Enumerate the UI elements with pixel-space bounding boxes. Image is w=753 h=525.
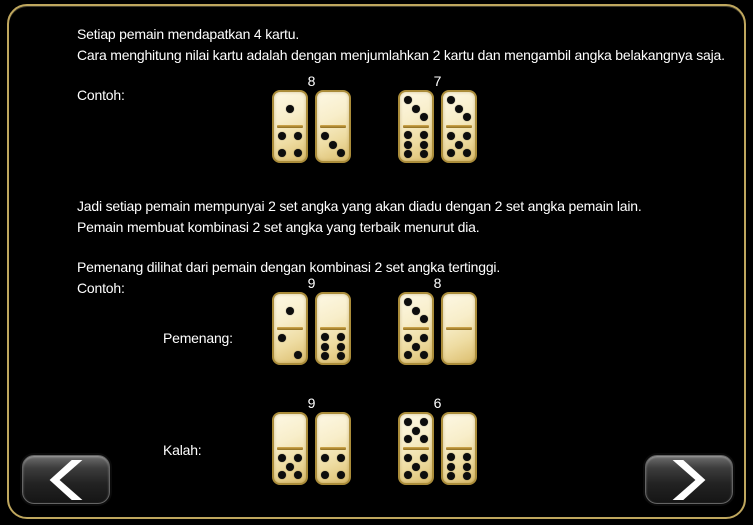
domino-top-half xyxy=(443,414,475,447)
domino-pip xyxy=(286,463,294,471)
domino-pip xyxy=(404,96,412,104)
domino-pip xyxy=(294,454,302,462)
domino-top-half xyxy=(317,92,349,125)
domino-top-half xyxy=(317,414,349,447)
domino-pip xyxy=(420,454,428,462)
domino-pip xyxy=(321,454,329,462)
example-label: Contoh: xyxy=(77,87,125,103)
domino-pip xyxy=(412,463,420,471)
domino-bottom-half xyxy=(400,330,432,363)
domino-pip xyxy=(337,333,345,341)
domino-pair-cards xyxy=(272,90,351,163)
domino-pip xyxy=(412,307,420,315)
domino-pip xyxy=(463,149,471,157)
domino-top-half xyxy=(317,294,349,327)
domino-bottom-half xyxy=(274,128,306,161)
domino-card xyxy=(315,90,351,163)
domino-pair-winner-2 xyxy=(398,276,477,365)
domino-pip xyxy=(463,453,471,461)
domino-bottom-half xyxy=(400,128,432,161)
middle-line-3: Pemenang dilihat dari pemain dengan kombinasi 2 set angka tertinggi. xyxy=(77,259,501,275)
domino-pip xyxy=(278,132,286,140)
domino-pip xyxy=(447,472,455,480)
domino-pip xyxy=(321,132,329,140)
domino-pip xyxy=(278,334,286,342)
pair-value-label: 9 xyxy=(307,395,316,411)
domino-pip xyxy=(286,307,294,315)
domino-pip xyxy=(420,150,428,158)
domino-card xyxy=(398,412,434,485)
domino-pair-cards xyxy=(398,90,477,163)
domino-pip xyxy=(294,132,302,140)
domino-pair-cards xyxy=(272,412,351,485)
domino-pip xyxy=(447,463,455,471)
domino-top-half xyxy=(400,92,432,125)
domino-card xyxy=(441,292,477,365)
domino-pip xyxy=(404,454,412,462)
domino-pip xyxy=(420,435,428,443)
domino-pip xyxy=(329,141,337,149)
domino-pair-loser-2 xyxy=(398,396,477,485)
domino-top-half xyxy=(400,294,432,327)
domino-pip xyxy=(420,113,428,121)
domino-pip xyxy=(447,453,455,461)
domino-pip xyxy=(412,105,420,113)
domino-pip xyxy=(294,351,302,359)
domino-pip xyxy=(420,141,428,149)
domino-pip xyxy=(278,471,286,479)
domino-pip xyxy=(404,471,412,479)
domino-pip xyxy=(337,454,345,462)
pair-value-label: 6 xyxy=(433,395,442,411)
domino-pip xyxy=(404,351,412,359)
pair-value-label: 8 xyxy=(433,275,442,291)
domino-pip xyxy=(463,472,471,480)
domino-pair-winner-1 xyxy=(272,276,351,365)
intro-line-1: Setiap pemain mendapatkan 4 kartu. xyxy=(77,26,300,42)
domino-pip xyxy=(404,131,412,139)
loser-label: Kalah: xyxy=(163,442,202,458)
middle-line-2: Pemain membuat kombinasi 2 set angka yang terbaik menurut dia. xyxy=(77,219,480,235)
intro-line-2: Cara menghitung nilai kartu adalah dengan menjumlahkan 2 kartu dan mengambil angka belakangnya saja. xyxy=(77,47,725,63)
domino-card xyxy=(272,412,308,485)
domino-pip xyxy=(337,343,345,351)
domino-pip xyxy=(294,471,302,479)
middle-line-1: Jadi setiap pemain mempunyai 2 set angka yang akan diadu dengan 2 set angka pemain lain. xyxy=(77,198,642,214)
domino-pip xyxy=(337,149,345,157)
domino-top-half xyxy=(274,294,306,327)
domino-pip xyxy=(404,141,412,149)
domino-pip xyxy=(294,149,302,157)
example-label-2: Contoh: xyxy=(77,280,125,296)
domino-pip xyxy=(337,352,345,360)
domino-pip xyxy=(404,298,412,306)
domino-pip xyxy=(321,343,329,351)
domino-pair-cards xyxy=(272,292,351,365)
domino-card xyxy=(315,412,351,485)
domino-pip xyxy=(321,333,329,341)
domino-pip xyxy=(463,463,471,471)
domino-bottom-half xyxy=(443,450,475,483)
domino-top-half xyxy=(400,414,432,447)
domino-pip xyxy=(447,149,455,157)
domino-bottom-half xyxy=(443,128,475,161)
domino-pip xyxy=(404,334,412,342)
domino-pip xyxy=(455,105,463,113)
domino-top-half xyxy=(274,414,306,447)
domino-pip xyxy=(278,149,286,157)
domino-pair-loser-1 xyxy=(272,396,351,485)
domino-card xyxy=(398,292,434,365)
domino-pip xyxy=(404,435,412,443)
pair-value-label: 9 xyxy=(307,275,316,291)
domino-pip xyxy=(404,150,412,158)
domino-pair-cards xyxy=(398,412,477,485)
domino-bottom-half xyxy=(274,450,306,483)
domino-pip xyxy=(420,351,428,359)
next-page-button[interactable] xyxy=(645,455,733,504)
domino-pip xyxy=(420,471,428,479)
domino-pip xyxy=(321,352,329,360)
domino-pip xyxy=(278,454,286,462)
domino-bottom-half xyxy=(443,330,475,363)
domino-pair-cards xyxy=(398,292,477,365)
domino-card xyxy=(441,90,477,163)
domino-bottom-half xyxy=(317,330,349,363)
pair-value-label: 7 xyxy=(433,73,442,89)
domino-pip xyxy=(420,334,428,342)
domino-bottom-half xyxy=(317,450,349,483)
domino-pip xyxy=(447,132,455,140)
domino-pip xyxy=(321,471,329,479)
chevron-right-icon xyxy=(670,460,708,500)
domino-top-half xyxy=(443,294,475,327)
domino-pip xyxy=(447,96,455,104)
domino-pip xyxy=(420,131,428,139)
domino-pip xyxy=(463,113,471,121)
domino-card xyxy=(398,90,434,163)
domino-pair-example-2 xyxy=(398,74,477,163)
prev-page-button[interactable] xyxy=(22,455,110,504)
domino-pip xyxy=(337,471,345,479)
domino-bottom-half xyxy=(317,128,349,161)
domino-pip xyxy=(420,315,428,323)
domino-pip xyxy=(412,343,420,351)
domino-pip xyxy=(286,105,294,113)
domino-pip xyxy=(420,418,428,426)
domino-pip xyxy=(404,418,412,426)
domino-card xyxy=(441,412,477,485)
domino-pair-example-1 xyxy=(272,74,351,163)
domino-pip xyxy=(463,132,471,140)
domino-pip xyxy=(455,141,463,149)
domino-bottom-half xyxy=(274,330,306,363)
pair-value-label: 8 xyxy=(307,73,316,89)
domino-card xyxy=(315,292,351,365)
domino-bottom-half xyxy=(400,450,432,483)
domino-card xyxy=(272,90,308,163)
domino-pip xyxy=(412,427,420,435)
domino-top-half xyxy=(443,92,475,125)
domino-top-half xyxy=(274,92,306,125)
domino-card xyxy=(272,292,308,365)
chevron-left-icon xyxy=(47,460,85,500)
winner-label: Pemenang: xyxy=(163,330,233,346)
